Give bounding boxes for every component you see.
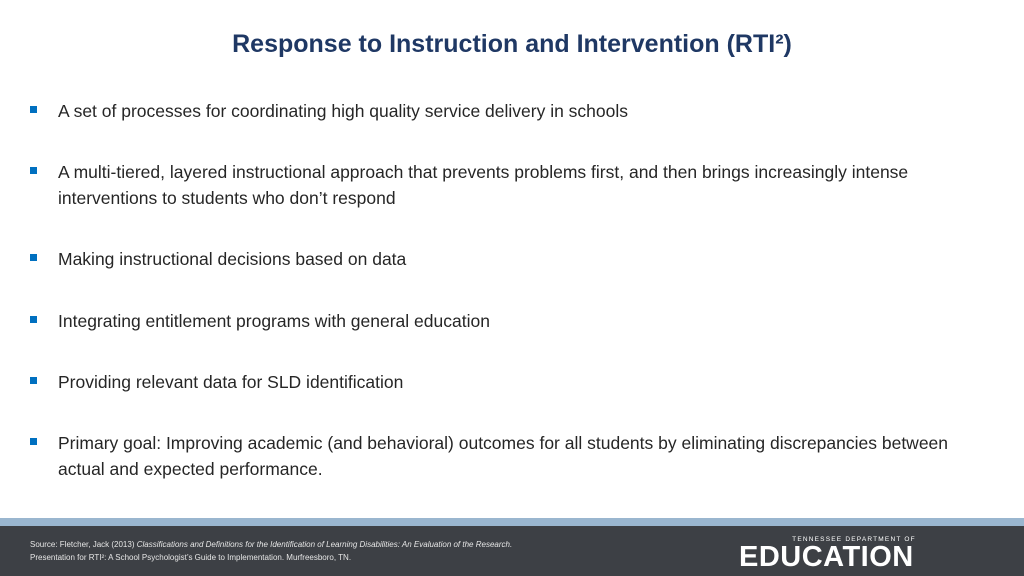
bullet-item bbox=[30, 246, 980, 272]
source-line-2: Presentation for RTI²: A School Psychologist’s Guide to Implementation. Murfreesboro, TN. bbox=[30, 553, 352, 562]
square-bullet-icon bbox=[30, 316, 37, 323]
square-bullet-icon bbox=[30, 106, 37, 113]
bullet-item bbox=[30, 430, 980, 482]
square-bullet-icon bbox=[30, 167, 37, 174]
source-title: Classifications and Definitions for the Identification of Learning Disabilities: An Evaluation of the Research. bbox=[136, 540, 513, 549]
source-prefix: Source: Fletcher, Jack (2013) bbox=[30, 540, 137, 549]
square-bullet-icon bbox=[30, 254, 37, 261]
logo-subtitle: TENNESSEE DEPARTMENT OF bbox=[792, 536, 916, 543]
bullet-text: Making instructional decisions based on data bbox=[58, 249, 407, 269]
bullet-item bbox=[30, 369, 980, 395]
square-bullet-icon bbox=[30, 377, 37, 384]
footer-accent-band bbox=[0, 518, 1024, 526]
slide-title: Response to Instruction and Intervention (RTI²) bbox=[232, 30, 792, 58]
bullet-text: Integrating entitlement programs with general education bbox=[58, 311, 490, 331]
bullet-text: Providing relevant data for SLD identification bbox=[58, 372, 404, 392]
bullet-item bbox=[30, 159, 980, 211]
bullet-item bbox=[30, 308, 980, 334]
bullet-text: A set of processes for coordinating high quality service delivery in schools bbox=[58, 101, 629, 121]
bullet-text: A multi-tiered, layered instructional approach that prevents problems first, and then brings increasingly intense interventions to students who don’t respond bbox=[58, 162, 909, 208]
bullet-text: Primary goal: Improving academic (and behavioral) outcomes for all students by eliminating discrepancies between actual and expected performance. bbox=[58, 433, 949, 479]
source-line-1 bbox=[30, 538, 512, 551]
bullet-item bbox=[30, 98, 980, 124]
logo-wordmark: EDUCATION bbox=[739, 541, 914, 573]
square-bullet-icon bbox=[30, 438, 37, 445]
source-citation bbox=[30, 538, 512, 564]
